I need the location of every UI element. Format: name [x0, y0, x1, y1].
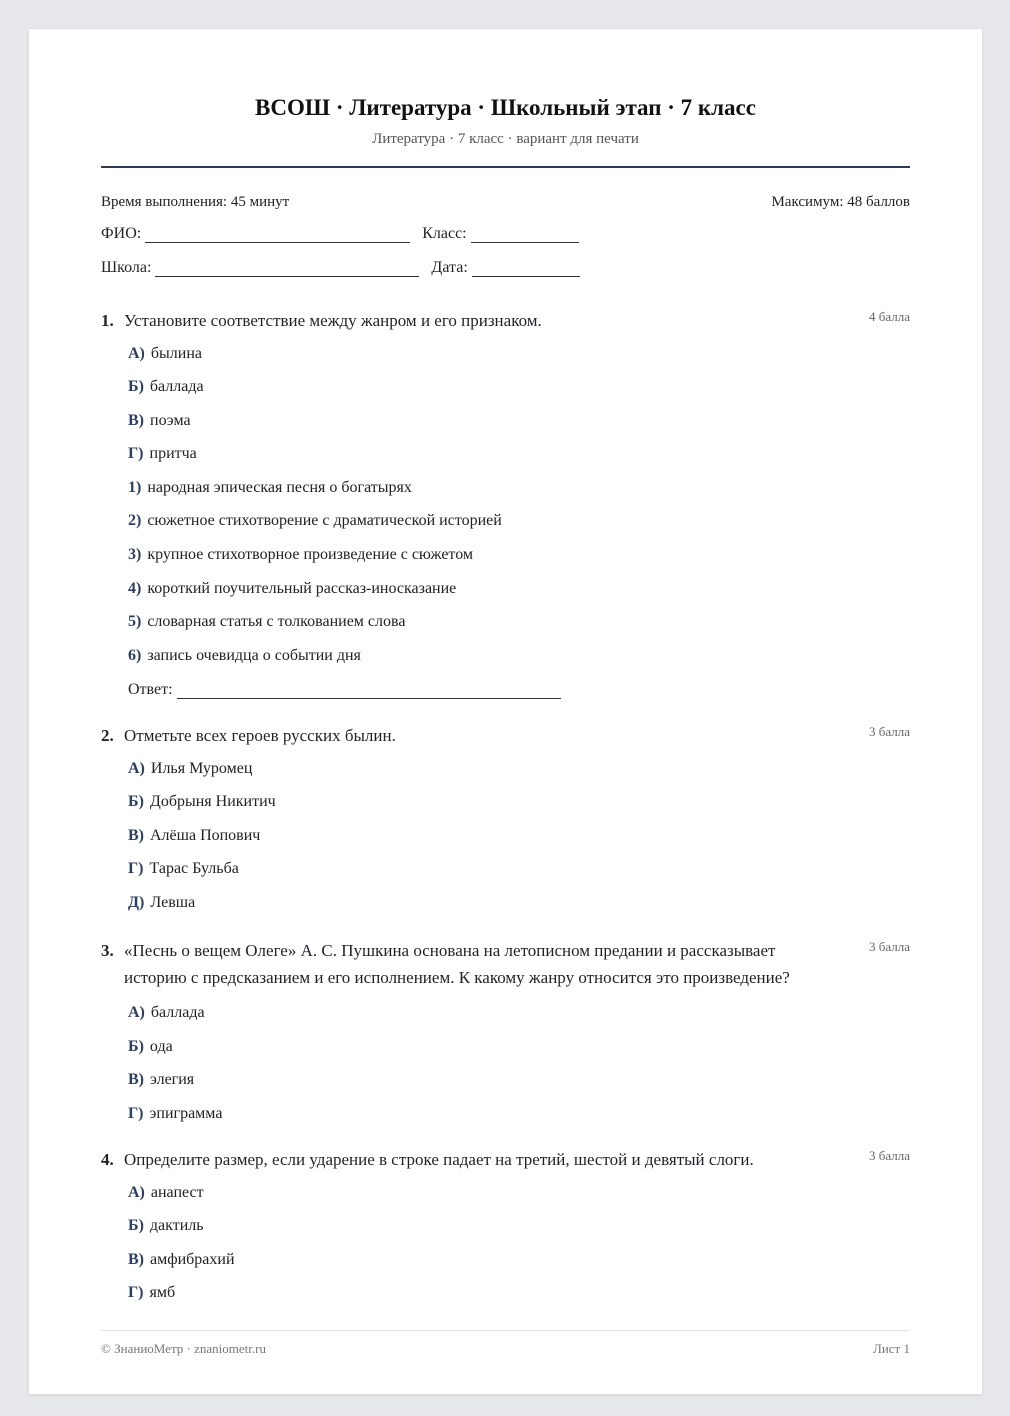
footer — [101, 1341, 910, 1357]
option[interactable] — [128, 613, 405, 631]
option[interactable] — [128, 1038, 173, 1056]
question-header — [101, 722, 910, 749]
question-number: 1. — [101, 311, 114, 330]
option-letter: 2) — [128, 512, 142, 529]
school-field[interactable] — [155, 262, 419, 277]
answer-label: Ответ: — [128, 681, 173, 698]
option[interactable] — [128, 793, 276, 811]
option-text: былина — [150, 345, 202, 362]
question-points: 4 балла — [869, 309, 910, 324]
footer-copyright: © ЗнаниоМетр · znaniometr.ru — [101, 1341, 266, 1356]
option-text: словарная статья с толкованием слова — [147, 613, 406, 630]
option-letter: Г) — [128, 445, 144, 462]
school-row — [101, 259, 592, 277]
option-text: крупное стихотворное произведение с сюжетом — [147, 546, 474, 563]
option-letter: Б) — [128, 1038, 144, 1055]
option-letter: Г) — [128, 1105, 144, 1122]
question-points: 3 балла — [869, 939, 910, 954]
page-sheet — [29, 29, 982, 1394]
option-text: Илья Муромец — [150, 760, 253, 777]
option[interactable] — [128, 1217, 204, 1235]
class-label: Класс: — [422, 225, 467, 242]
option-letter: Г) — [128, 1284, 144, 1301]
answer-field[interactable] — [177, 684, 561, 699]
fio-row — [101, 225, 591, 243]
date-field[interactable] — [472, 262, 580, 277]
page-subtitle: Литература · 7 класс · вариант для печати — [372, 131, 639, 147]
option-letter: 4) — [128, 580, 142, 597]
option[interactable] — [128, 760, 252, 778]
option[interactable] — [128, 445, 197, 463]
option-text: элегия — [150, 1071, 195, 1088]
option[interactable] — [128, 1071, 194, 1089]
fio-label: ФИО: — [101, 225, 142, 242]
option[interactable] — [128, 378, 204, 396]
max-score: Максимум: 48 баллов — [771, 194, 910, 210]
option-letter: В) — [128, 1071, 144, 1088]
option-letter: В) — [128, 1251, 144, 1268]
option-letter: Б) — [128, 1217, 144, 1234]
option-text: Тарас Бульба — [149, 860, 239, 877]
meta-row — [101, 194, 910, 211]
question-3 — [101, 937, 910, 1122]
option[interactable] — [128, 1184, 204, 1202]
option-letter: Б) — [128, 378, 144, 395]
time-limit: Время выполнения: 45 минут — [101, 194, 290, 210]
question-header — [101, 937, 910, 991]
question-header — [101, 307, 910, 334]
option-text: запись очевидца о событии дня — [147, 647, 361, 664]
option-text: короткий поучительный рассказ-иносказание — [147, 580, 457, 597]
option-letter: 6) — [128, 647, 142, 664]
answer-row — [128, 681, 573, 699]
option-text: эпиграмма — [149, 1105, 223, 1122]
option-letter: 3) — [128, 546, 142, 563]
option-text: сюжетное стихотворение с драматической историей — [147, 512, 502, 529]
option-text: ямб — [149, 1284, 176, 1301]
header-divider — [101, 166, 910, 168]
school-label: Школа: — [101, 259, 152, 276]
option-letter: В) — [128, 827, 144, 844]
option-text: народная эпическая песня о богатырях — [147, 479, 412, 496]
option-text: анапест — [150, 1184, 204, 1201]
option[interactable] — [128, 512, 502, 530]
option[interactable] — [128, 1004, 205, 1022]
question-points: 3 балла — [869, 1148, 910, 1163]
option[interactable] — [128, 1105, 222, 1123]
fio-field[interactable] — [145, 228, 410, 243]
option-text: притча — [149, 445, 197, 462]
option-letter: А) — [128, 760, 145, 777]
option[interactable] — [128, 860, 239, 878]
question-4 — [101, 1146, 910, 1301]
question-text: Определите размер, если ударение в строке падает на третий, шестой и девятый слоги. — [124, 1150, 754, 1169]
page-title: ВСОШ · Литература · Школьный этап · 7 класс — [255, 95, 756, 120]
option-letter: А) — [128, 345, 145, 362]
option-letter: Б) — [128, 793, 144, 810]
option-text: Левша — [150, 894, 196, 911]
question-1 — [101, 307, 910, 698]
question-text: «Песнь о вещем Олеге» А. С. Пушкина основана на летописном предании и рассказывает историю с предсказанием и его исполнением. К какому жанру относится это произведение? — [124, 941, 790, 987]
option-text: ода — [149, 1038, 173, 1055]
option-text: амфибрахий — [150, 1251, 235, 1268]
option[interactable] — [128, 1251, 235, 1269]
question-number: 4. — [101, 1150, 114, 1169]
date-label: Дата: — [431, 259, 468, 276]
option[interactable] — [128, 647, 361, 665]
class-field[interactable] — [471, 228, 579, 243]
option-text: Добрыня Никитич — [149, 793, 276, 810]
option[interactable] — [128, 827, 260, 845]
question-header — [101, 1146, 910, 1173]
option[interactable] — [128, 1284, 175, 1302]
option-text: Алёша Попович — [150, 827, 261, 844]
question-text: Установите соответствие между жанром и его признаком. — [124, 311, 542, 330]
option-letter: Г) — [128, 860, 144, 877]
option-letter: В) — [128, 412, 144, 429]
option[interactable] — [128, 479, 412, 497]
option-text: поэма — [150, 412, 191, 429]
option[interactable] — [128, 580, 456, 598]
option[interactable] — [128, 345, 202, 363]
question-number: 3. — [101, 941, 114, 960]
page-content — [101, 29, 910, 1394]
footer-divider — [101, 1330, 910, 1331]
option-text: баллада — [149, 378, 204, 395]
option[interactable] — [128, 546, 473, 564]
option[interactable] — [128, 894, 195, 912]
option[interactable] — [128, 412, 191, 430]
question-text: Отметьте всех героев русских былин. — [124, 726, 396, 745]
option-letter: Д) — [128, 894, 145, 911]
footer-page-number: Лист 1 — [873, 1341, 910, 1356]
option-text: баллада — [150, 1004, 205, 1021]
question-points: 3 балла — [869, 724, 910, 739]
option-text: дактиль — [149, 1217, 204, 1234]
option-letter: 1) — [128, 479, 142, 496]
option-letter: А) — [128, 1004, 145, 1021]
question-2 — [101, 722, 910, 911]
option-letter: 5) — [128, 613, 142, 630]
option-letter: А) — [128, 1184, 145, 1201]
question-number: 2. — [101, 726, 114, 745]
